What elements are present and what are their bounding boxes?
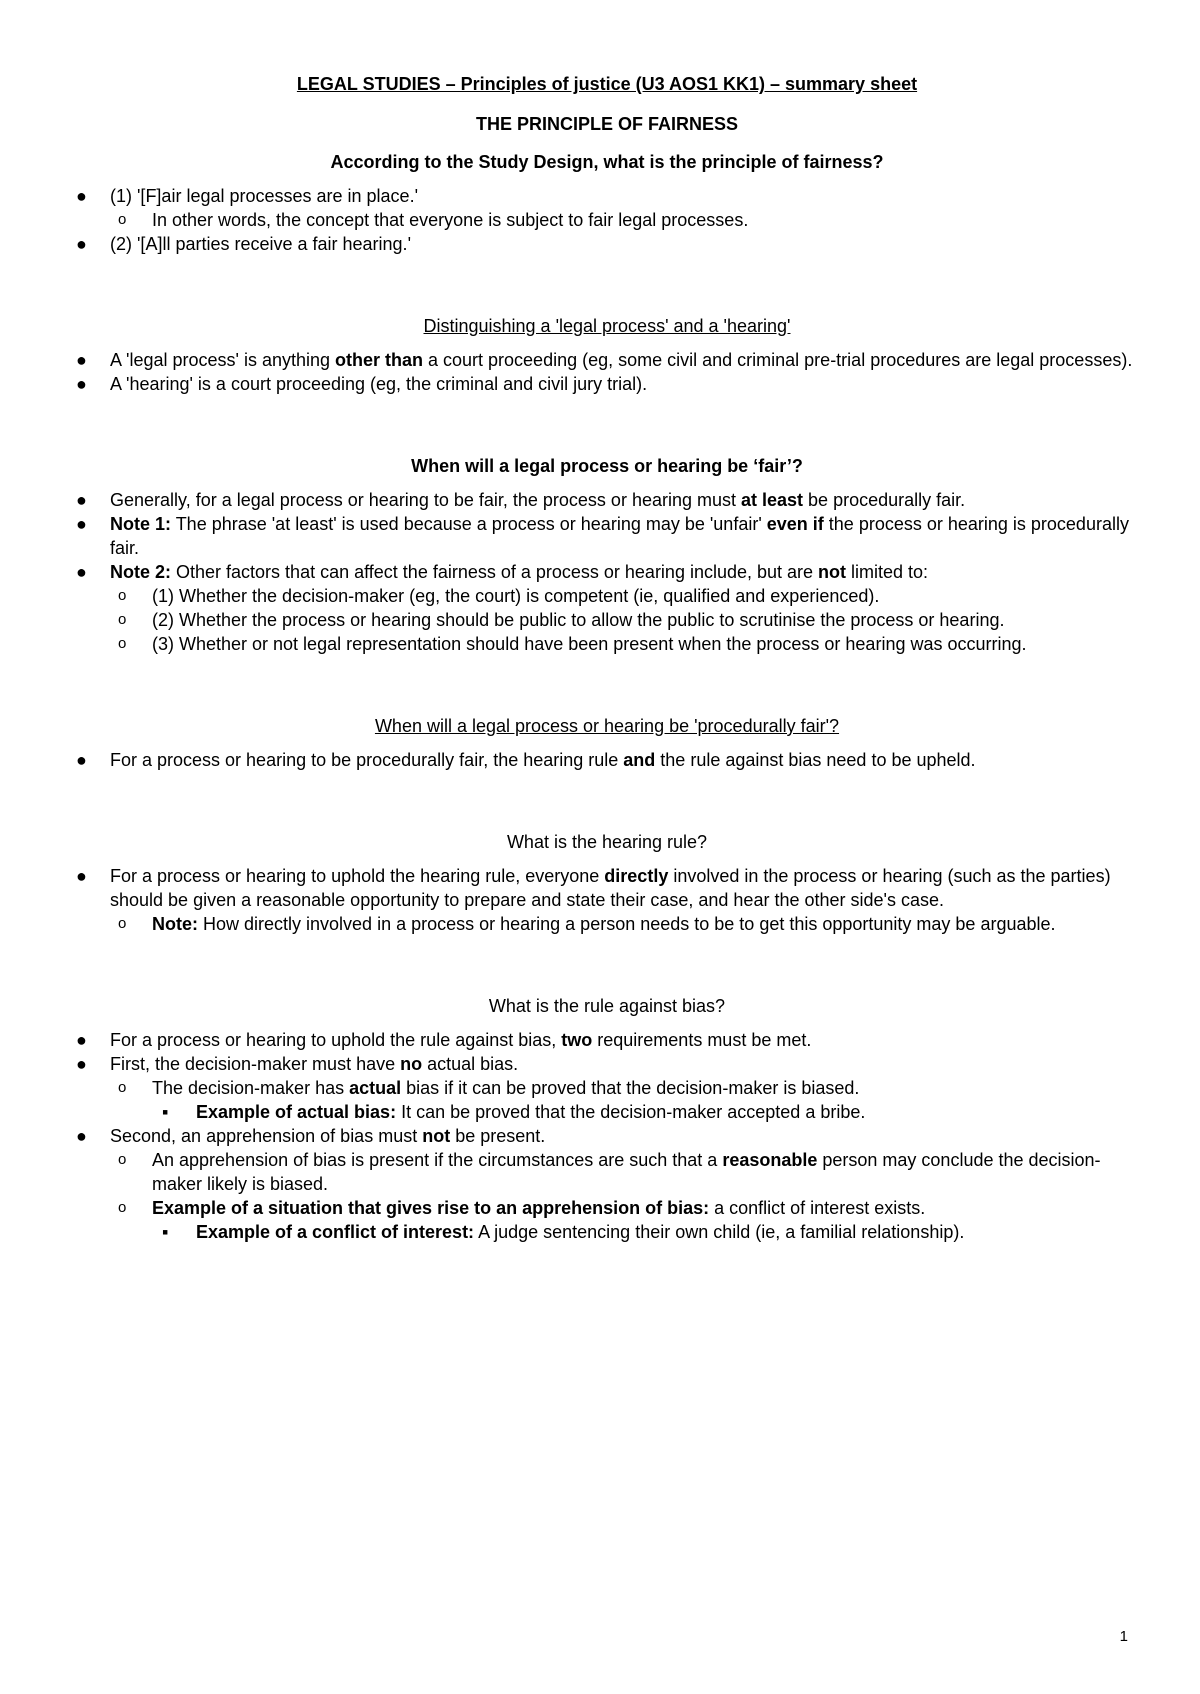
sub-bullet-marker: o — [118, 211, 127, 228]
square-bullet-marker: ▪ — [162, 1222, 169, 1242]
document-title: LEGAL STUDIES – Principles of justice (U3 AOS1 KK1) – summary sheet — [296, 74, 918, 94]
list-item: ● For a process or hearing to uphold the rule against bias, two requirements must be met. — [76, 1030, 812, 1050]
list-item: ● A 'hearing' is a court proceeding (eg, the criminal and civil jury trial). — [76, 374, 648, 394]
list-item: o In other words, the concept that everyone is subject to fair legal processes. — [118, 210, 749, 230]
sub-bullet-marker: o — [118, 1151, 127, 1168]
list-item: ● For a process or hearing to uphold the hearing rule, everyone directly involved in the process or hearing (such as the parties) should be given a reasonable opportunity to prepare and state their case, and hear the other side's case. — [76, 866, 1111, 910]
page-number: 1 — [1119, 1628, 1128, 1645]
sub-bullet-marker: o — [118, 635, 127, 652]
list-item: ● (2) '[A]ll parties receive a fair hearing.' — [76, 234, 411, 254]
bullet-marker: ● — [76, 490, 87, 510]
section-heading-distinguishing: Distinguishing a 'legal process' and a 'hearing' — [423, 316, 791, 336]
list-item: ● Second, an apprehension of bias must not be present. — [76, 1126, 546, 1146]
list-item: ● (1) '[F]air legal processes are in place.' — [76, 186, 419, 206]
list-item: o (2) Whether the process or hearing should be public to allow the public to scrutinise the process or hearing. — [118, 610, 1005, 630]
list-item: o Note: How directly involved in a process or hearing a person needs to be to get this opportunity may be arguable. — [118, 914, 1056, 934]
list-item: ● Note 1: The phrase 'at least' is used because a process or hearing may be 'unfair' even if the process or hearing is procedurally fair. — [76, 514, 1129, 558]
list-item: ● Note 2: Other factors that can affect the fairness of a process or hearing include, but are not limited to: — [76, 562, 929, 582]
bullet-marker: ● — [76, 514, 87, 534]
list-item: ● Generally, for a legal process or hearing to be fair, the process or hearing must at least be procedurally fair. — [76, 490, 966, 510]
bullet-marker: ● — [76, 234, 87, 254]
bullet-marker: ● — [76, 1030, 87, 1050]
list-rule-against-bias — [72, 1028, 1142, 1244]
section-heading-hearing-rule: What is the hearing rule? — [506, 832, 708, 852]
sub-bullet-marker: o — [118, 1079, 127, 1096]
bullet-marker: ● — [76, 186, 87, 206]
sub-bullet-marker: o — [118, 587, 127, 604]
bullet-marker: ● — [76, 866, 87, 886]
section-heading-principle: According to the Study Design, what is the principle of fairness? — [330, 152, 884, 172]
list-item: o An apprehension of bias is present if the circumstances are such that a reasonable person may conclude the decision-maker likely is biased. — [118, 1150, 1101, 1194]
list-item: o Example of a situation that gives rise to an apprehension of bias: a conflict of interest exists. — [118, 1198, 926, 1218]
list-hearing-rule — [72, 864, 1142, 936]
square-bullet-marker: ▪ — [162, 1102, 169, 1122]
bullet-marker: ● — [76, 1054, 87, 1074]
document-body — [72, 72, 1142, 1244]
list-item: o The decision-maker has actual bias if it can be proved that the decision-maker is biased. — [118, 1078, 860, 1098]
bullet-marker: ● — [76, 374, 87, 394]
section-heading-rule-against-bias: What is the rule against bias? — [488, 996, 726, 1016]
list-item: o (1) Whether the decision-maker (eg, the court) is competent (ie, qualified and experienced). — [118, 586, 880, 606]
list-procedurally-fair — [72, 748, 1142, 772]
list-item: ● First, the decision-maker must have no actual bias. — [76, 1054, 519, 1074]
bullet-marker: ● — [76, 562, 87, 582]
sub-bullet-marker: o — [118, 915, 127, 932]
document-subtitle: THE PRINCIPLE OF FAIRNESS — [475, 114, 739, 134]
section-heading-procedurally-fair: When will a legal process or hearing be 'procedurally fair'? — [374, 716, 840, 736]
list-principle — [72, 184, 1142, 256]
bullet-marker: ● — [76, 750, 87, 770]
list-item: ▪ Example of actual bias: It can be proved that the decision-maker accepted a bribe. — [162, 1102, 866, 1122]
bullet-marker: ● — [76, 1126, 87, 1146]
sub-bullet-marker: o — [118, 611, 127, 628]
sub-bullet-marker: o — [118, 1199, 127, 1216]
section-heading-fair: When will a legal process or hearing be ‘fair’? — [411, 456, 803, 476]
list-item: ▪ Example of a conflict of interest: A judge sentencing their own child (ie, a familial relationship). — [162, 1222, 965, 1242]
list-item: ● For a process or hearing to be procedurally fair, the hearing rule and the rule against bias need to be upheld. — [76, 750, 976, 770]
list-item: ● A 'legal process' is anything other than a court proceeding (eg, some civil and criminal pre-trial procedures are legal processes). — [76, 350, 1133, 370]
list-fair — [72, 488, 1142, 656]
list-item: o (3) Whether or not legal representation should have been present when the process or hearing was occurring. — [118, 634, 1027, 654]
list-distinguishing — [72, 348, 1142, 396]
bullet-marker: ● — [76, 350, 87, 370]
